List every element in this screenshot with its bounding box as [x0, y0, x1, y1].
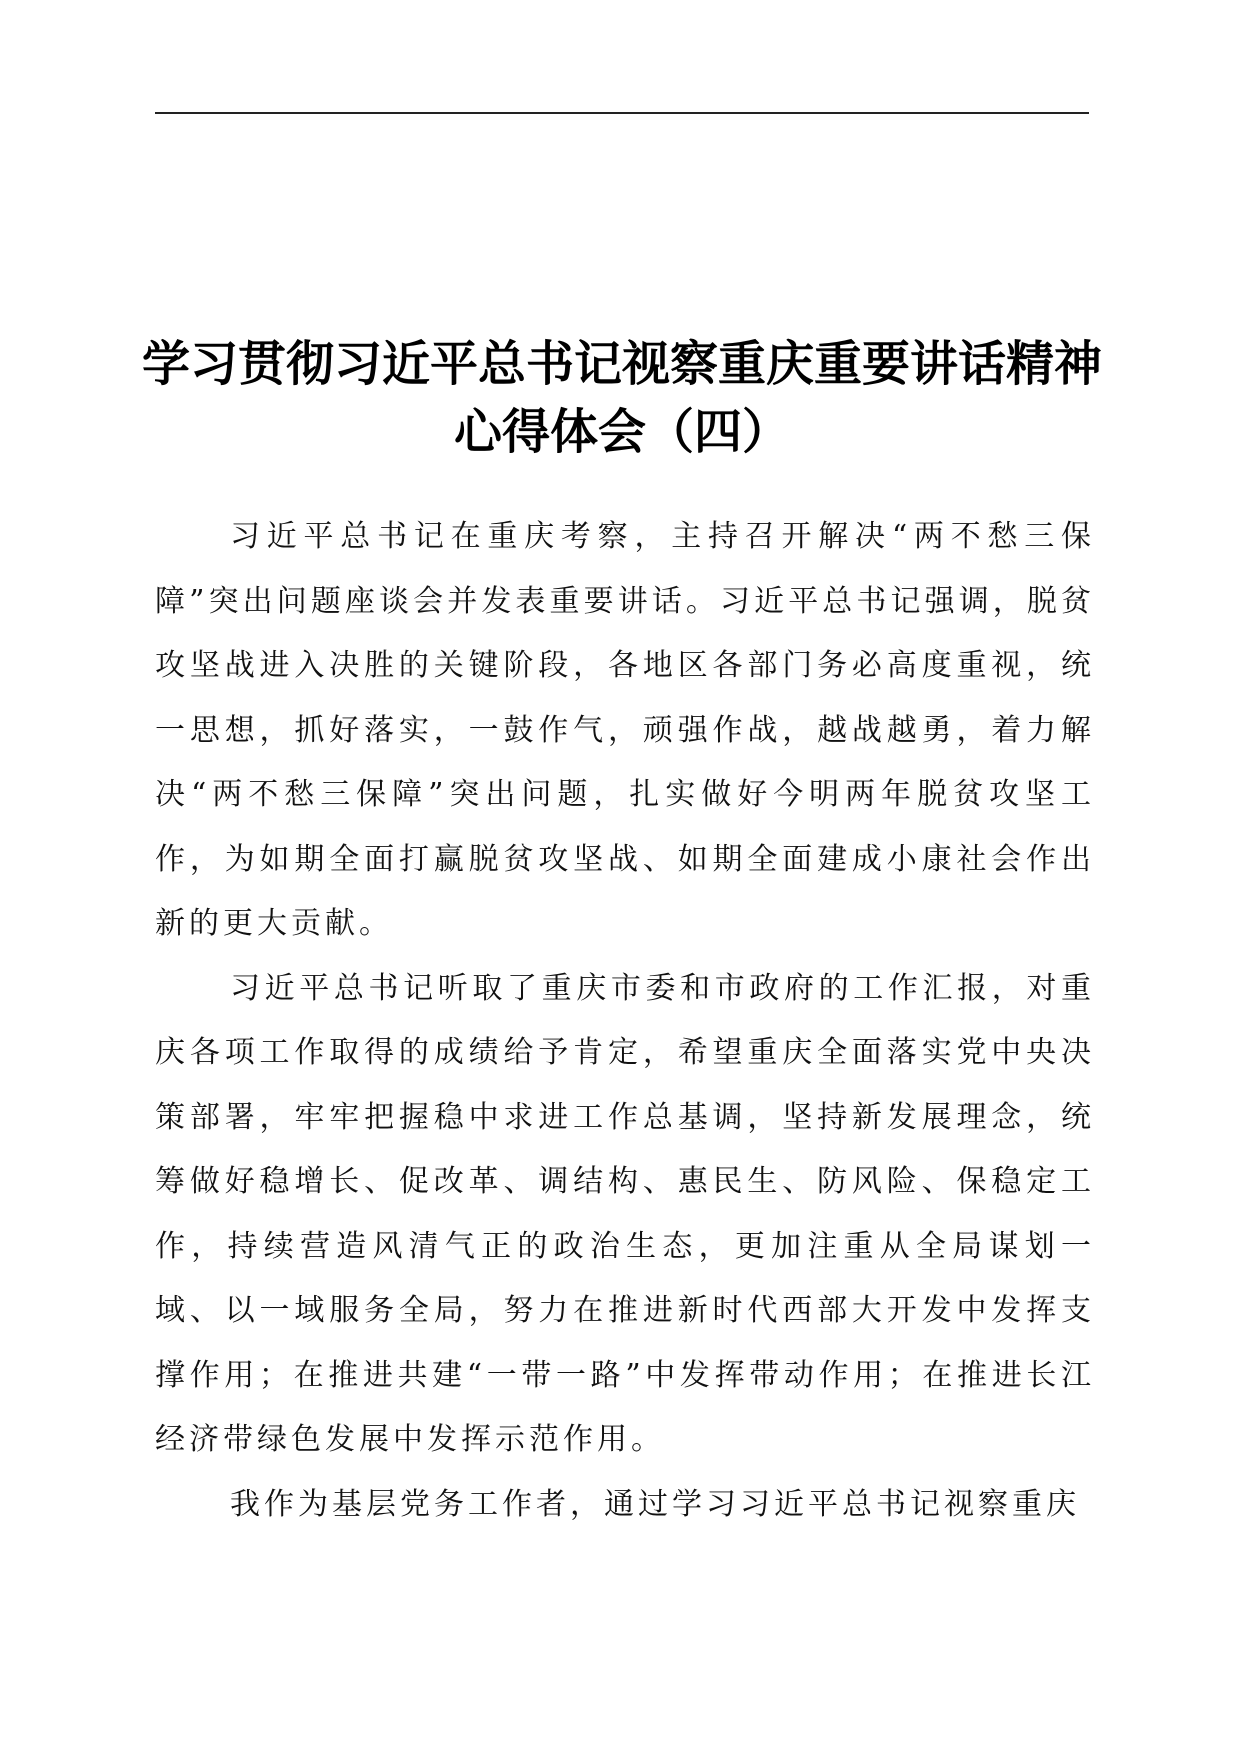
- paragraph-3: 我作为基层党务工作者，通过学习习近平总书记视察重庆: [230, 1486, 1080, 1522]
- title-line-1: 学习贯彻习近平总书记视察重庆重要讲话精神: [141, 336, 1102, 393]
- paragraph-2: 习近平总书记听取了重庆市委和市政府的工作汇报，对重庆各项工作取得的成绩给予肯定，希望重庆全面落实党中央决策部署，牢牢把握稳中求进工作总基调，坚持新发展理念，统筹做好稳增长、促改革、调结构、惠民生、防风险、保稳定工作，持续营造风清气正的政治生态，更加注重从全局谋划一域、以一域服务全局，努力在推进新时代西部大开发中发挥支撑作用；在推进共建“一带一路”中发挥带动作用；在推进长江经济带绿色发展中发挥示范作用。: [155, 970, 1095, 1457]
- paragraph-1: 习近平总书记在重庆考察，主持召开解决“两不愁三保障”突出问题座谈会并发表重要讲话。习近平总书记强调，脱贫攻坚战进入决胜的关键阶段，各地区各部门务必高度重视，统一思想，抓好落实，一鼓作气，顽强作战，越战越勇，着力解决“两不愁三保障”突出问题，扎实做好今明两年脱贫攻坚工作，为如期全面打赢脱贫攻坚战、如期全面建成小康社会作出新的更大贡献。: [155, 519, 1095, 941]
- title-line-2: 心得体会（四）: [453, 404, 790, 461]
- header-divider: [155, 112, 1089, 114]
- document-body: [155, 505, 1095, 1537]
- document-title: [140, 330, 1104, 466]
